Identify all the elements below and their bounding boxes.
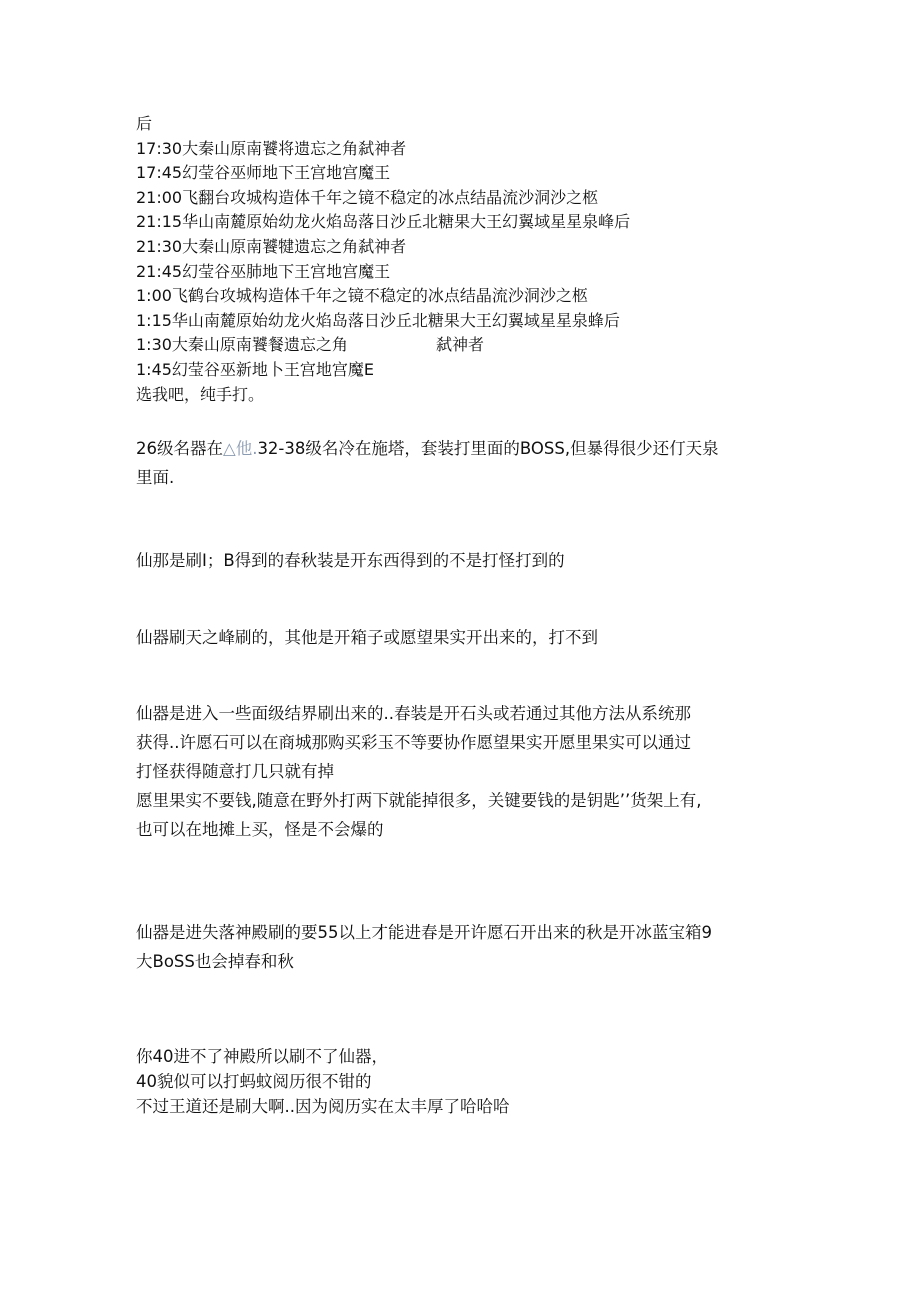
paragraph-equipment-levels (136, 434, 796, 492)
paragraph-line: 仙那是刷I；B得到的春秋装是开东西得到的不是打怪打到的 (136, 551, 565, 570)
paragraph-spring-autumn-gear (136, 546, 796, 575)
schedule-line: 17:30大秦山原南饕将遗忘之角弑神者 (136, 138, 407, 158)
paragraph-line: 40貌似可以打蚂蚊阅历很不钳的 (136, 1072, 372, 1091)
schedule-line: 21:15华山南麓原始幼龙火焰岛落日沙丘北糖果大王幻翼域星星泉峰后 (136, 212, 631, 232)
paragraph-line: 获得..许愿石可以在商城那购买彩玉不等要协作愿望果实开愿里果实可以通过 (136, 733, 691, 752)
schedule-line: 1:00飞鹤台攻城构造体千年之镜不稳定的冰点结晶流沙洞沙之柩 (136, 286, 588, 306)
paragraph-line: 你40进不了神殿所以刷不了仙器， (136, 1047, 388, 1066)
paragraph-line: 里面. (136, 468, 175, 487)
paragraph-lost-temple (136, 918, 796, 976)
schedule-line-1-30-place: 1:30大秦山原南饕餐遗忘之角 (136, 335, 348, 355)
schedule-line-1-30-boss: 弑神者 (435, 335, 484, 355)
schedule-line-1-30 (136, 333, 836, 358)
paragraph-level-40-advice (136, 1044, 796, 1119)
highlighted-text: △他. (223, 439, 258, 458)
paragraph-wish-fruit (136, 699, 796, 844)
schedule-line: 1:45幻莹谷巫新地卜王宫地宫魔E (136, 359, 375, 379)
paragraph-line: 愿里果实不要钱,随意在野外打两下就能掉很多，关键要钱的是钥匙’’货架上有, (136, 791, 702, 810)
paragraph-line: 也可以在地摊上买，怪是不会爆的 (136, 820, 384, 839)
schedule-line: 选我吧，纯手打。 (136, 384, 265, 404)
schedule-list (136, 112, 836, 407)
schedule-line: 21:30大秦山原南饕犍遗忘之角弑神者 (136, 236, 407, 256)
schedule-line: 21:00飞翻台攻城构造体千年之镜不稳定的冰点结晶流沙洞沙之柩 (136, 187, 599, 207)
schedule-line: 21:45幻莹谷巫肺地下王宫地宫魔王 (136, 261, 391, 281)
paragraph-line: 打怪获得随意打几只就有掉 (136, 762, 334, 781)
paragraph-line: 仙器是进失落神殿刷的要55以上才能进春是开许愿石开出来的秋是开冰蓝宝箱9 (136, 923, 712, 942)
schedule-line: 后 (136, 114, 153, 133)
paragraph-text: 26级名器在 (136, 439, 223, 458)
paragraph-line: 不过王道还是刷大啊..因为阅历实在太丰厚了哈哈哈 (136, 1097, 510, 1116)
schedule-line: 1:15华山南麓原始幼龙火焰岛落日沙丘北糖果大王幻翼域星星泉蜂后 (136, 310, 620, 330)
paragraph-text: 32-38级名冷在施塔，套装打里面的BOSS,但暴得很少还仃天泉 (257, 439, 719, 458)
paragraph-immortal-gear-peak (136, 623, 796, 652)
paragraph-line: 大BoSS也会掉春和秋 (136, 952, 294, 971)
paragraph-line: 仙器是进入一些面级结界刷出来的..春装是开石头或若通过其他方法从系统那 (136, 704, 691, 723)
paragraph-line: 仙器刷天之峰刷的，其他是开箱子或愿望果实开出来的，打不到 (136, 628, 598, 647)
schedule-line: 17:45幻莹谷巫师地下王宫地宫魔王 (136, 163, 391, 183)
